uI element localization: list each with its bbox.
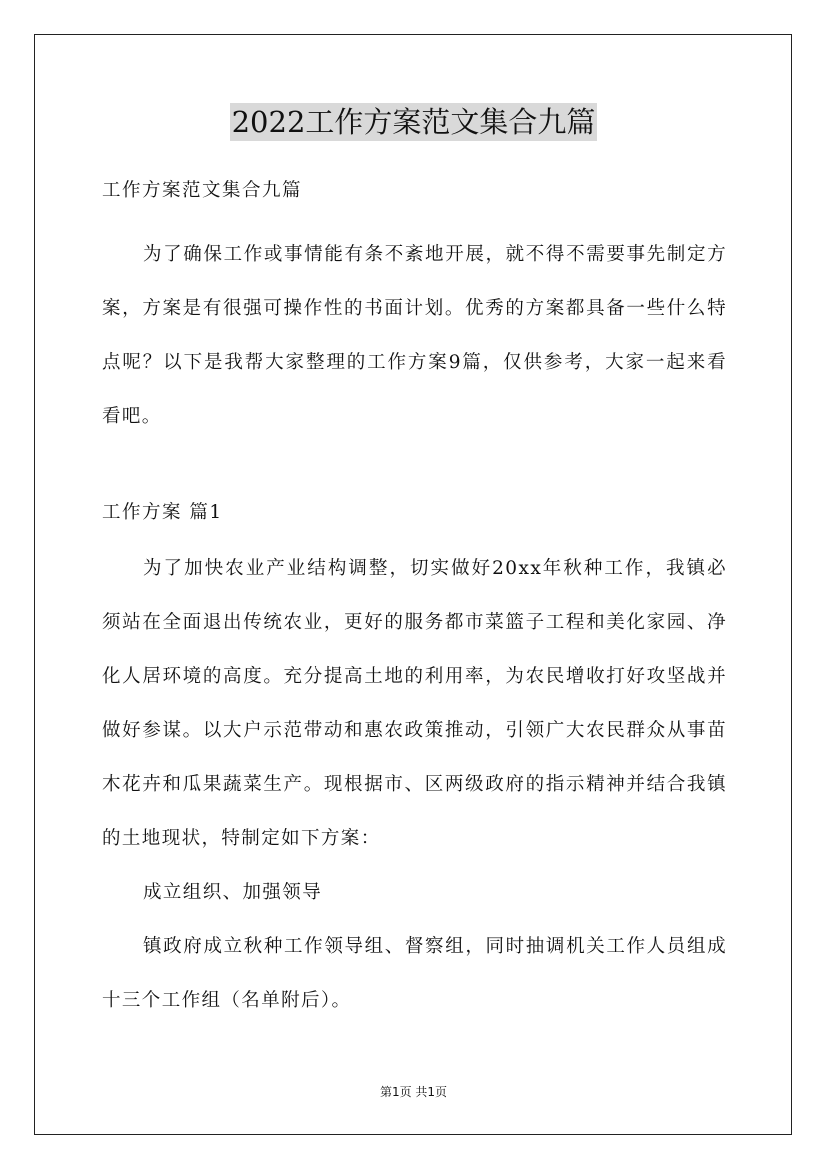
document-title: 2022工作方案范文集合九篇	[231, 105, 596, 139]
section-heading: 工作方案 篇1	[102, 502, 223, 523]
section-paragraph-2: 镇政府成立秋种工作领导组、督察组，同时抽调机关工作人员组成十三个工作组（名单附后）。	[102, 936, 727, 1011]
document-body	[102, 172, 727, 1028]
sub-heading: 成立组织、加强领导	[143, 882, 323, 903]
intro-paragraph: 为了确保工作或事情能有条不紊地开展，就不得不需要事先制定方案，方案是有很强可操作性的书面计划。优秀的方案都具备一些什么特点呢？以下是我帮大家整理的工作方案9篇，仅供参考，大家一起来看看吧。	[102, 244, 727, 427]
section-spacer	[102, 444, 727, 494]
section-paragraph: 为了加快农业产业结构调整，切实做好20xx年秋种工作，我镇必须站在全面退出传统农业，更好的服务都市菜篮子工程和美化家园、净化人居环境的高度。充分提高土地的利用率，为农民增收打好攻坚战并做好参谋。以大户示范带动和惠农政策推动，引领广大农民群众从事苗木花卉和瓜果蔬菜生产。现根据市、区两级政府的指示精神并结合我镇的土地现状，特制定如下方案：	[102, 558, 727, 849]
page-footer: 第1页 共1页	[379, 1085, 448, 1099]
document-subtitle: 工作方案范文集合九篇	[102, 180, 303, 201]
title-container	[0, 103, 827, 141]
